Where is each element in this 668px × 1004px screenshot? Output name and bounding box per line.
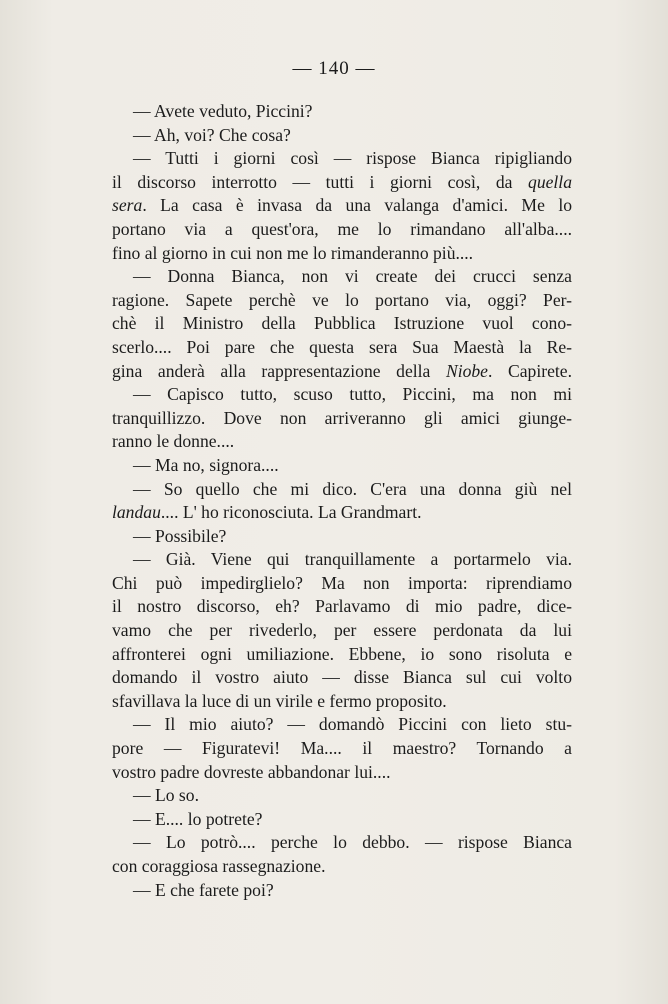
line-text: Chi può impedirglielo? Ma non importa: riprendiamo [112, 572, 572, 593]
line-text: — Tutti i giorni così — rispose Bianca ripigliando [133, 148, 572, 169]
text-line [112, 619, 572, 643]
line-text: vamo che per rivederlo, per essere perdonata da lui [112, 620, 572, 641]
line-text: — So quello che mi dico. C'era una donna giù nel [133, 478, 572, 499]
line-text: gina anderà alla rappresentazione della [112, 360, 446, 381]
line-text: domando il vostro aiuto — disse Bianca sul cui volto [112, 667, 572, 688]
page-number: — 140 — [292, 58, 376, 79]
text-line [112, 454, 572, 478]
text-line [112, 383, 572, 407]
text-line [112, 501, 572, 525]
text-line [112, 666, 572, 690]
line-text: pore — Figuratevi! Ma.... il maestro? Tornando a [112, 738, 572, 759]
text-line [112, 407, 572, 431]
line-text: — E.... lo potrete? [133, 808, 263, 829]
line-text: con coraggiosa rassegnazione. [112, 856, 326, 876]
text-line [112, 360, 572, 384]
line-text: sfavillava la luce di un virile e fermo proposito. [112, 690, 447, 711]
line-text: — Ma no, signora.... [133, 454, 279, 475]
text-line [112, 572, 572, 596]
line-text: — Donna Bianca, non vi create dei crucci senza [133, 266, 572, 287]
italic-text: landau [112, 502, 161, 523]
line-text: il discorso interrotto — tutti i giorni così, da [112, 171, 529, 192]
line-text: — Capisco tutto, scuso tutto, Piccini, ma non mi [133, 384, 572, 405]
text-line [112, 548, 572, 572]
text-line [112, 194, 572, 218]
text-line [112, 831, 572, 855]
text-line [112, 595, 572, 619]
italic-text: sera [112, 195, 143, 216]
text-line [112, 312, 572, 336]
line-text: affronterei ogni umiliazione. Ebbene, io sono risoluta e [112, 643, 572, 664]
line-text: — Già. Viene qui tranquillamente a portarmelo via. [133, 549, 572, 570]
text-line [112, 124, 572, 148]
text-line [112, 147, 572, 171]
text-line [112, 218, 572, 242]
text-line [112, 690, 572, 714]
text-line [112, 478, 572, 502]
text-line [112, 265, 572, 289]
line-text: scerlo.... Poi pare che questa sera Sua Maestà la Re- [112, 336, 572, 357]
text-line [112, 525, 572, 549]
line-text: — E che farete poi? [133, 879, 274, 900]
line-text: tranquillizzo. Dove non arriveranno gli amici giunge- [112, 407, 572, 428]
line-text: .... L' ho riconosciuta. La Grandmart. [160, 502, 422, 523]
text-line [112, 336, 572, 360]
line-text: — Il mio aiuto? — domandò Piccini con lieto stu- [133, 714, 572, 735]
line-text: ranno le donne.... [112, 431, 235, 452]
line-text: il nostro discorso, eh? Parlavamo di mio padre, dice- [112, 596, 572, 617]
line-text: portano via a quest'ora, me lo rimandano all'alba.... [112, 218, 572, 239]
line-text: vostro padre dovreste abbandonar lui.... [112, 761, 391, 782]
line-text: ragione. Sapete perchè ve lo portano via, oggi? Per- [112, 289, 572, 310]
line-text: — Possibile? [133, 525, 227, 546]
line-text: — Lo potrò.... perche lo debbo. — rispose Bianca [133, 832, 572, 853]
line-text: — Ah, voi? Che cosa? [133, 124, 291, 145]
text-line [112, 761, 572, 785]
italic-text: quella [528, 171, 572, 192]
text-line [112, 737, 572, 761]
text-line [112, 808, 572, 832]
line-text: . Capirete. [488, 360, 572, 381]
body-text [112, 100, 572, 902]
text-line [112, 242, 572, 266]
line-text: chè il Ministro della Pubblica Istruzione vuol cono- [112, 313, 572, 334]
text-line [112, 289, 572, 313]
text-line [112, 784, 572, 808]
text-line [112, 430, 572, 454]
text-line [112, 100, 572, 124]
text-line [112, 643, 572, 667]
text-line [112, 713, 572, 737]
line-text: — Avete veduto, Piccini? [133, 101, 313, 121]
line-text: fino al giorno in cui non me lo rimanderanno più.... [112, 242, 474, 263]
italic-text: Niobe [445, 360, 488, 381]
text-line [112, 171, 572, 195]
line-text: . La casa è invasa da una valanga d'amici. Me lo [142, 195, 572, 216]
text-line [112, 879, 572, 903]
line-text: — Lo so. [133, 785, 199, 806]
text-line [112, 855, 572, 879]
